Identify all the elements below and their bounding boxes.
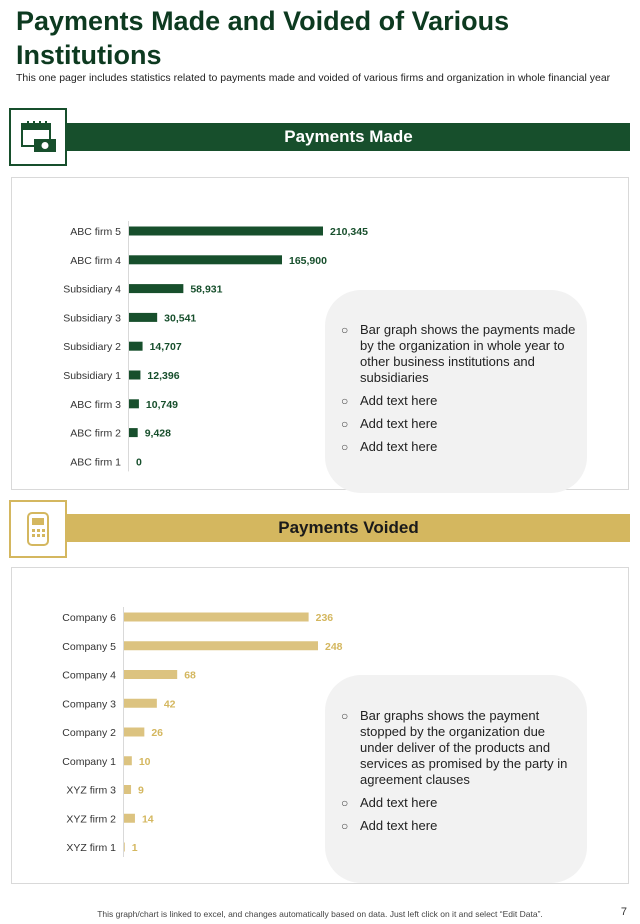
note-item [341,322,577,386]
value-label: 210,345 [330,226,368,238]
value-label: 12,396 [147,370,180,382]
value-label: 10,749 [145,398,179,411]
bar [129,284,183,293]
value-label: 14 [141,813,154,826]
bar [124,670,177,679]
value-label: 0 [136,456,142,469]
bullet-icon: ○ [341,819,349,833]
value-label: 26 [151,727,164,739]
category-label: ABC firm 4 [70,254,121,267]
page-subtitle: This one pager includes statistics related to payments made and voided of various firms and organization in whole financial year [16,72,611,84]
category-label: Company 2 [62,727,116,739]
value-label: 236 [315,612,334,624]
note-item [341,393,577,409]
note-item [341,708,577,788]
bullet-icon: ○ [341,394,349,408]
value-label: 1 [131,842,138,854]
payments-made-banner: Payments Made [67,123,630,151]
note-text: Add text here [360,795,438,810]
note-text: Add text here [360,439,438,454]
category-label: Subsidiary 4 [63,283,121,296]
category-label: Company 5 [62,640,116,653]
note-text: Add text here [360,393,438,408]
bar [129,342,143,351]
bar [124,814,135,823]
bar [129,428,138,437]
footer-note: This graph/chart is linked to excel, and changes automatically based on data. Just left click on it and select “Edit Data”. [97,909,543,919]
category-label: Company 6 [62,612,116,624]
bullet-icon: ○ [341,709,349,723]
category-label: ABC firm 5 [70,226,121,238]
page-number: 7 [620,906,627,918]
note-item [341,439,577,455]
note-item [341,416,577,432]
bar [124,728,144,737]
bar [129,255,282,264]
payments-made-notes [325,290,587,493]
value-label: 9,428 [144,427,171,440]
category-label: Subsidiary 3 [63,312,121,325]
note-item [341,795,577,811]
bar [129,313,157,322]
value-label: 165,900 [289,254,327,267]
note-text: Bar graphs shows the payment stopped by the organization due under deliver of the products and services as promised by the party in agreement clauses [360,708,568,787]
note-item [341,818,577,834]
bar [124,699,157,708]
category-label: Company 3 [62,698,116,711]
bar [124,785,131,794]
bar [124,613,309,622]
category-label: ABC firm 2 [70,427,121,440]
bar [129,227,323,236]
value-label: 14,707 [149,341,182,354]
bar [129,371,140,380]
category-label: Company 4 [62,669,116,682]
bar [129,399,139,408]
category-label: ABC firm 3 [70,398,121,411]
value-label: 10 [138,755,151,768]
bullet-icon: ○ [341,796,349,810]
bullet-icon: ○ [341,417,349,431]
category-label: XYZ firm 1 [66,842,116,854]
note-text: Add text here [360,818,438,833]
bar [124,843,125,852]
bar [124,756,132,765]
value-label: 58,931 [190,283,223,296]
value-label: 248 [325,640,343,653]
bar [124,641,318,650]
category-label: XYZ firm 2 [66,813,116,826]
value-label: 30,541 [164,312,197,325]
category-label: Subsidiary 2 [63,341,121,354]
category-label: Subsidiary 1 [63,370,121,382]
note-text: Add text here [360,416,438,431]
category-label: XYZ firm 3 [66,784,116,797]
value-label: 68 [184,669,196,682]
payments-voided-notes [325,675,587,883]
page-title: Payments Made and Voided of Various Institutions [16,6,510,70]
payments-voided-banner: Payments Voided [67,514,630,542]
bullet-icon: ○ [341,440,349,454]
value-label: 42 [163,698,176,711]
value-label: 9 [138,784,144,797]
category-label: Company 1 [62,755,116,768]
note-text: Bar graph shows the payments made by the organization in whole year to other business institutions and subsidiaries [360,322,576,385]
bullet-icon: ○ [341,323,349,337]
category-label: ABC firm 1 [70,456,121,469]
